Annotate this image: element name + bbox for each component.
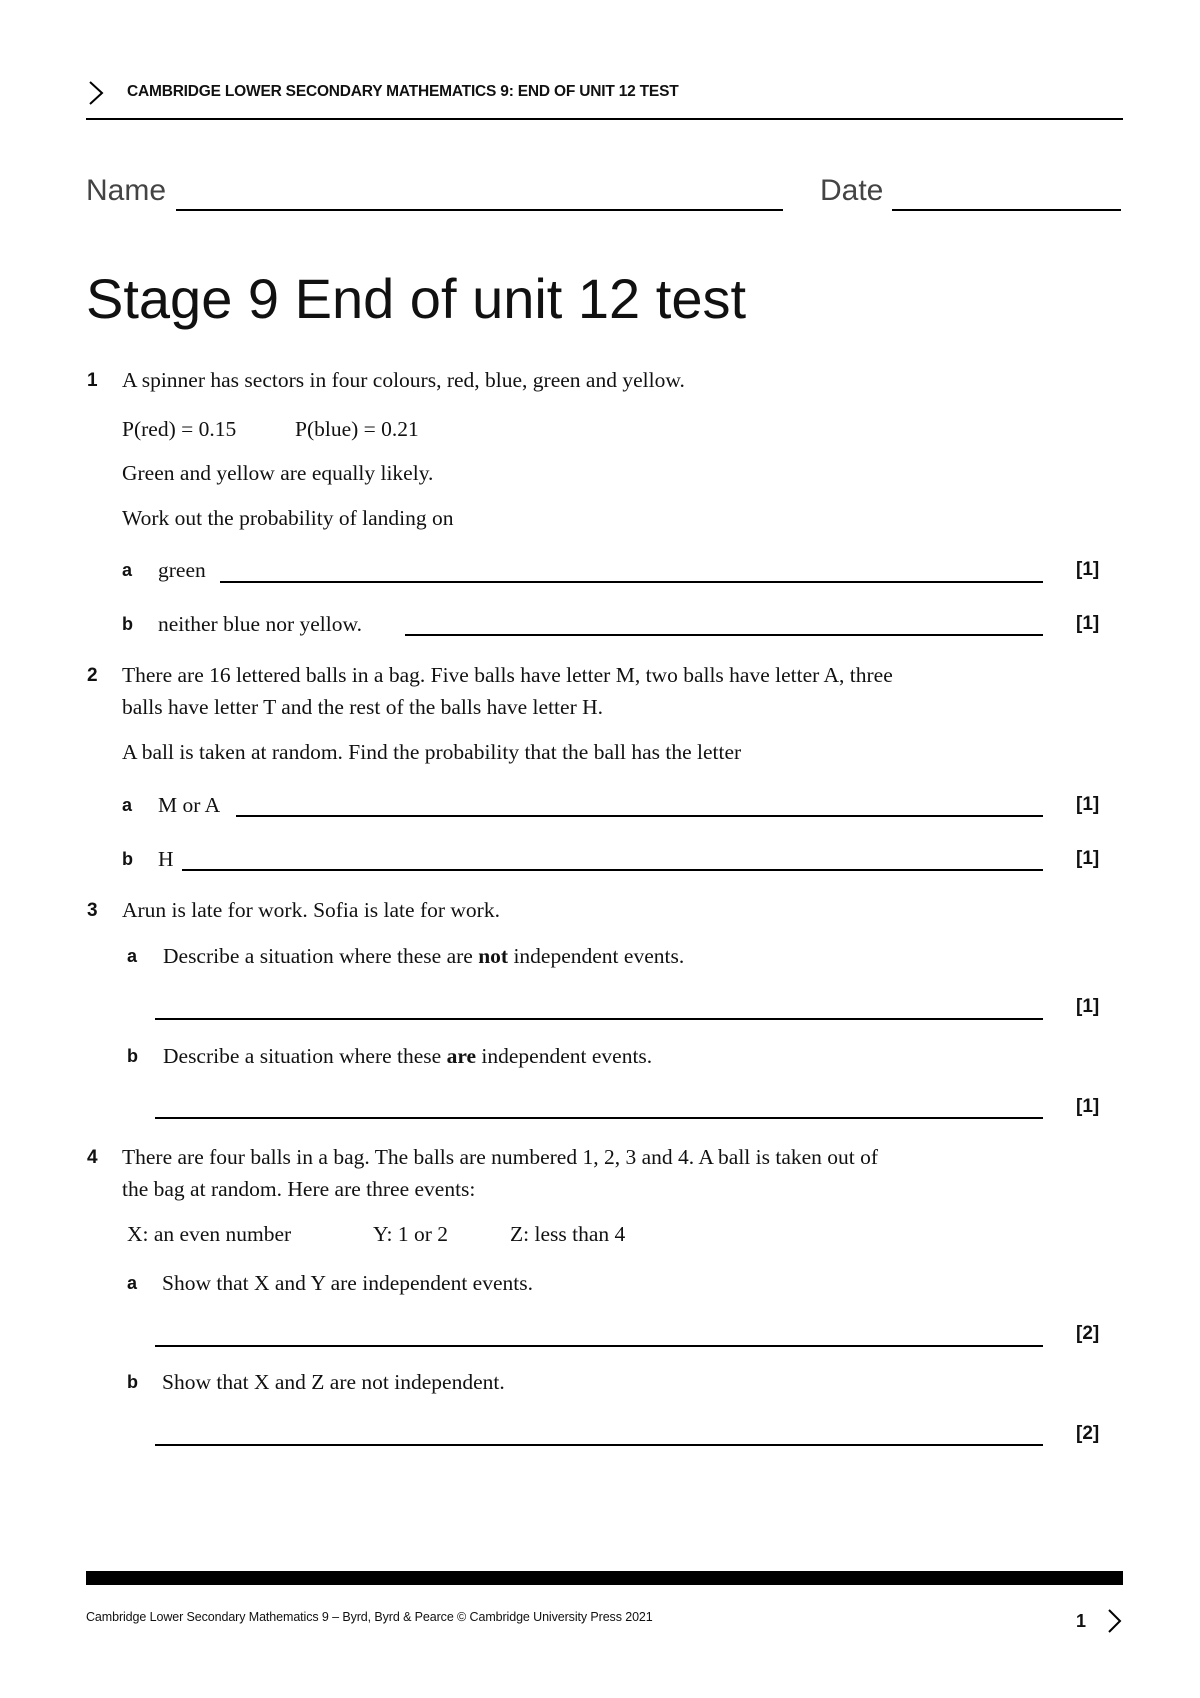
question-text: Arun is late for work. Sofia is late for work. [122, 898, 500, 922]
answer-line[interactable] [155, 1444, 1043, 1446]
chevron-right-icon [1105, 1608, 1123, 1634]
part-label: b [127, 1046, 138, 1066]
question-number: 2 [87, 665, 98, 686]
answer-line[interactable] [236, 815, 1043, 817]
part-text: H [158, 847, 174, 871]
mark-allocation: [1] [1076, 559, 1100, 580]
part-text: Describe a situation where these are not independent events. [163, 944, 685, 968]
question-text: the bag at random. Here are three events: [122, 1177, 476, 1201]
part-text: neither blue nor yellow. [158, 612, 362, 636]
page-title: Stage 9 End of unit 12 test [86, 267, 747, 330]
part-label: b [122, 614, 133, 634]
event-y: Y: 1 or 2 [373, 1222, 449, 1246]
question-text: Work out the probability of landing on [122, 506, 454, 530]
probability-red: P(red) = 0.15 [122, 417, 237, 441]
answer-line[interactable] [220, 581, 1043, 583]
page-number: 1 [1076, 1611, 1087, 1631]
date-label: Date [820, 174, 884, 207]
footer-copyright: Cambridge Lower Secondary Mathematics 9 – Byrd, Byrd & Pearce © Cambridge University Press 2021 [86, 1610, 653, 1624]
question-text: balls have letter T and the rest of the balls have letter H. [122, 695, 603, 719]
part-label: a [127, 1273, 138, 1293]
question-text: Green and yellow are equally likely. [122, 461, 434, 485]
answer-line[interactable] [405, 634, 1043, 636]
footer-rule [86, 1571, 1123, 1585]
mark-allocation: [1] [1076, 1096, 1100, 1117]
mark-allocation: [1] [1076, 996, 1100, 1017]
mark-allocation: [1] [1076, 848, 1100, 869]
part-text: Describe a situation where these are independent events. [163, 1044, 653, 1068]
event-z: Z: less than 4 [510, 1222, 626, 1246]
part-label: a [122, 795, 133, 815]
part-text: M or A [158, 793, 221, 817]
part-label: a [127, 946, 138, 966]
event-x: X: an even number [127, 1222, 292, 1246]
part-label: a [122, 560, 133, 580]
running-header: CAMBRIDGE LOWER SECONDARY MATHEMATICS 9: END OF UNIT 12 TEST [127, 83, 679, 100]
header-rule [86, 118, 1123, 120]
question-number: 4 [87, 1147, 98, 1168]
mark-allocation: [2] [1076, 1423, 1100, 1444]
part-text: Show that X and Z are not independent. [162, 1370, 505, 1394]
question-number: 3 [87, 900, 98, 921]
mark-allocation: [1] [1076, 613, 1100, 634]
mark-allocation: [2] [1076, 1323, 1100, 1344]
mark-allocation: [1] [1076, 794, 1100, 815]
name-field-line[interactable] [176, 209, 783, 211]
question-text: A ball is taken at random. Find the probability that the ball has the letter [122, 740, 742, 764]
part-label: b [127, 1372, 138, 1392]
question-text: There are four balls in a bag. The balls are numbered 1, 2, 3 and 4. A ball is taken out of [122, 1145, 879, 1169]
question-text: A spinner has sectors in four colours, red, blue, green and yellow. [122, 368, 685, 392]
answer-line[interactable] [155, 1117, 1043, 1119]
date-field-line[interactable] [892, 209, 1121, 211]
answer-line[interactable] [155, 1018, 1043, 1020]
question-number: 1 [87, 370, 98, 391]
probability-blue: P(blue) = 0.21 [295, 417, 419, 441]
part-label: b [122, 849, 133, 869]
chevron-right-icon [85, 80, 107, 106]
part-text: Show that X and Y are independent events. [162, 1271, 533, 1295]
name-label: Name [86, 174, 167, 207]
question-text: There are 16 lettered balls in a bag. Five balls have letter M, two balls have letter A, three [122, 663, 893, 687]
part-text: green [158, 558, 206, 582]
answer-line[interactable] [155, 1345, 1043, 1347]
answer-line[interactable] [182, 869, 1043, 871]
